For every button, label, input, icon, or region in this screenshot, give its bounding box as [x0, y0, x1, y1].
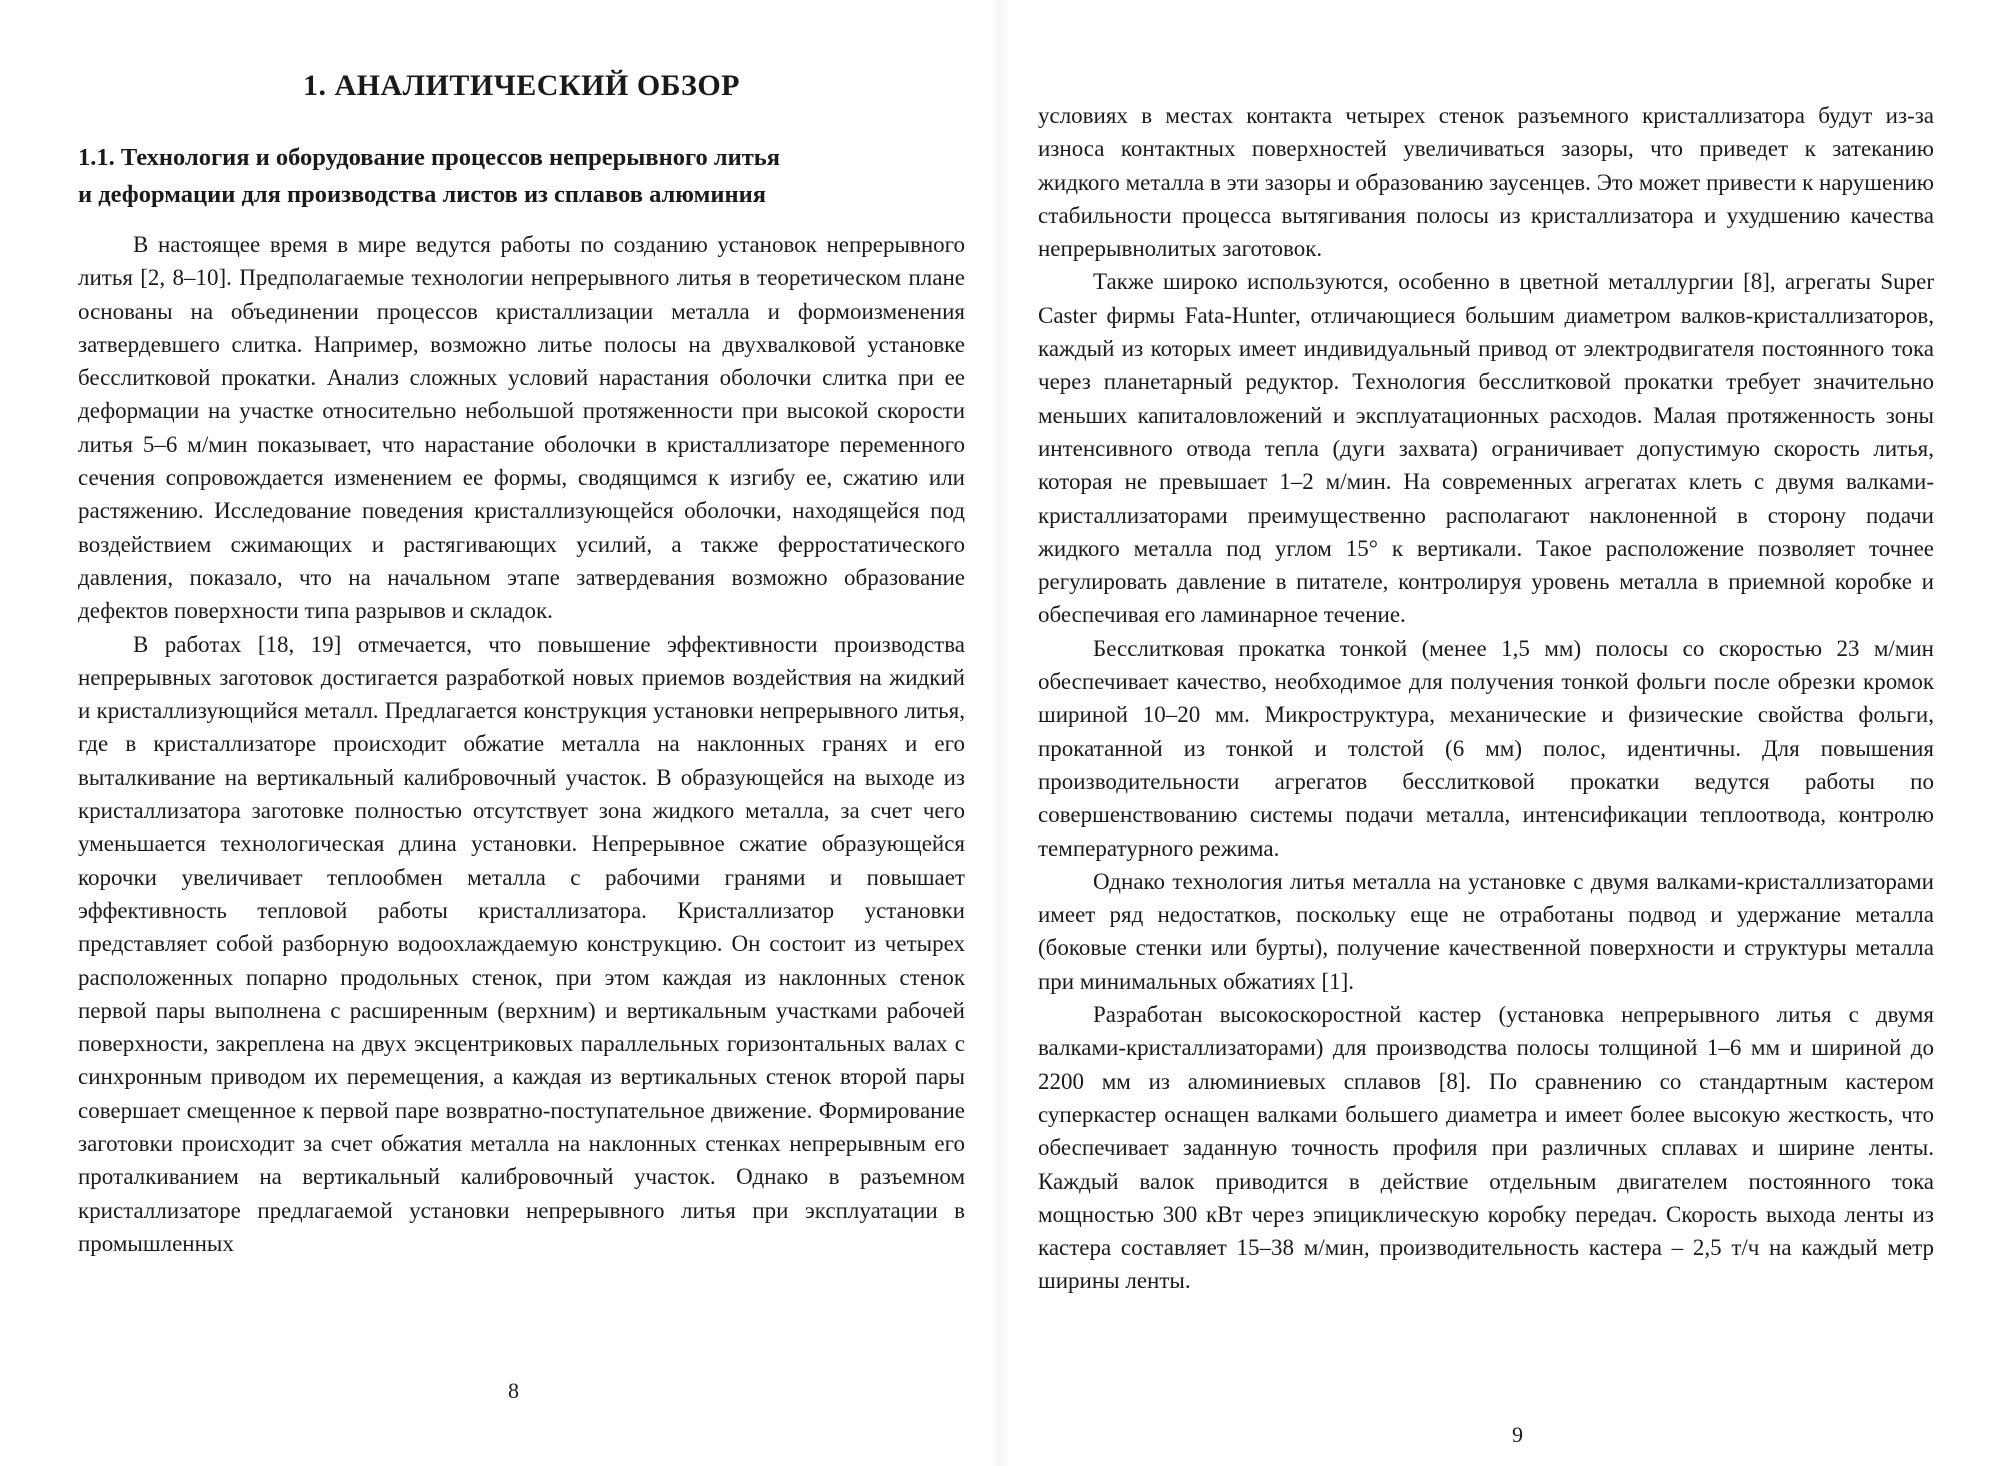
right-paragraph-1: условиях в местах контакта четырех стенок разъемного кристаллизатора будут из-за износа контактных поверхностей увеличиваться зазоры, что приведет к затеканию жидкого металла в эти зазоры и образованию заусенцев. Это может привести к нарушению стабильности процесса вытягивания полосы из кристаллизатора и ухудшению качества непрерывнолитых заготовок. [1038, 103, 1934, 262]
section-title-line-2: и деформации для производства листов из сплавов алюминия [78, 181, 766, 208]
right-paragraph-3: Бесслитковая прокатка тонкой (менее 1,5 мм) полосы со скоростью 23 м/мин обеспечивает качество, необходимое для получения тонкой фольги после обрезки кромок шириной 10–20 мм. Микроструктура, механические и физические свойства фольги, прокатанной из тонкой и толстой (6 мм) полос, идентичны. Для повышения производительности агрегатов бесслитковой прокатки ведутся работы по совершенствованию системы подачи металла, интенсификации теплоотвода, контролю температурного режима. [1038, 635, 1934, 861]
right-paragraph-5: Разработан высокоскоростной кастер (установка непрерывного литья с двумя валками-кристаллизаторами) для производства полосы толщиной 1–6 мм и шириной до 2200 мм из алюминиевых сплавов [8]. По сравнению со стандартным кастером суперкастер оснащен валками большего диаметра и имеет более высокую жесткость, что обеспечивает заданную точность профиля при различных сплавах и ширине ленты. Каждый валок приводится в действие отдельным двигателем постоянного тока мощностью 300 кВт через эпициклическую коробку передач. Скорость выхода ленты из кастера составляет 15–38 м/мин, производительность кастера – 2,5 т/ч на каждый метр ширины ленты. [1038, 1002, 1934, 1294]
right-page [1000, 0, 2000, 1466]
left-paragraph-2: В работах [18, 19] отмечается, что повышение эффективности производства непрерывных заготовок достигается разработкой новых приемов воздействия на жидкий и кристаллизующийся металл. Предлагается конструкция установки непрерывного литья, где в кристаллизаторе происходит обжатие металла на наклонных гранях и его выталкивание на вертикальный калибровочный участок. В образующейся на выходе из кристаллизатора заготовке полностью отсутствует зона жидкого металла, за счет чего уменьшается технологическая длина установки. Непрерывное сжатие образующейся корочки увеличивает теплообмен металла с рабочими гранями и повышает эффективность тепловой работы кристаллизатора. Кристаллизатор установки представляет собой разборную водоохлаждаемую конструкцию. Он состоит из четырех расположенных попарно продольных стенок, при этом каждая из наклонных стенок первой пары выполнена с расширенным (верхним) и вертикальным участками рабочей поверхности, закреплена на двух эксцентриковых параллельных горизонтальных валах с синхронным приводом их перемещения, а каждая из вертикальных стенок второй пары совершает смещенное к первой паре возвратно-поступательное движение. Формирование заготовки происходит за счет обжатия металла на наклонных стенках непрерывным его проталкиванием на вертикальный калибровочный участок. Однако в разъемном кристаллизаторе предлагаемой установки непрерывного литья при эксплуатации в промышленных [78, 631, 965, 1256]
left-page-number: 8 [508, 1378, 519, 1403]
right-page-number: 9 [1512, 1422, 1523, 1447]
chapter-title: 1. АНАЛИТИЧЕСКИЙ ОБЗОР [303, 69, 740, 102]
left-body-text [78, 228, 965, 1260]
right-paragraph-4: Однако технология литья металла на установке с двумя валками-кристаллизаторами имеет ряд недостатков, поскольку еще не отработаны подвод и удержание металла (боковые стенки или бурты), получение качественной поверхности и структуры металла при минимальных обжатиях [1]. [1038, 868, 1934, 994]
section-title-line-1: 1.1. Технология и оборудование процессов непрерывного литья [78, 144, 780, 171]
left-paragraph-1: В настоящее время в мире ведутся работы по созданию установок непрерывного литья [2, 8–10]. Предполагаемые технологии непрерывного литья в теоретическом плане основаны на объединении процессов кристаллизации металла и формоизменения затвердевшего слитка. Например, возможно литье полосы на двухвалковой установке бесслитковой прокатки. Анализ сложных условий нарастания оболочки слитка при ее деформации на участке относительно небольшой протяженности при высокой скорости литья 5–6 м/мин показывает, что нарастание оболочки в кристаллизаторе переменного сечения сопровождается изменением ее формы, сводящимся к изгибу ее, сжатию или растяжению. Исследование поведения кристаллизующейся оболочки, находящейся под воздействием сжимающих и растягивающих усилий, а также ферростатического давления, показало, что на начальном этапе затвердевания возможно образование дефектов поверхности типа разрывов и складок. [78, 232, 965, 624]
right-body-text [1038, 99, 1934, 1298]
section-title [78, 139, 965, 213]
right-paragraph-2: Также широко используются, особенно в цветной металлургии [8], агрегаты Super Caster фирмы Fata-Hunter, отличающиеся большим диаметром валков-кристаллизаторов, каждый из которых имеет индивидуальный привод от электродвигателя постоянного тока через планетарный редуктор. Технология бесслитковой прокатки требует значительно меньших капиталовложений и эксплуатационных расходов. Малая протяженность зоны интенсивного отвода тепла (дуги захвата) ограничивает допустимую скорость литья, которая не превышает 1–2 м/мин. На современных агрегатах клеть с двумя валками-кристаллизаторами преимущественно располагают наклоненной в сторону подачи жидкого металла под углом 15° к вертикали. Такое расположение позволяет точнее регулировать давление в питателе, контролируя уровень металла в приемной коробке и обеспечивая его ламинарное течение. [1038, 269, 1934, 628]
